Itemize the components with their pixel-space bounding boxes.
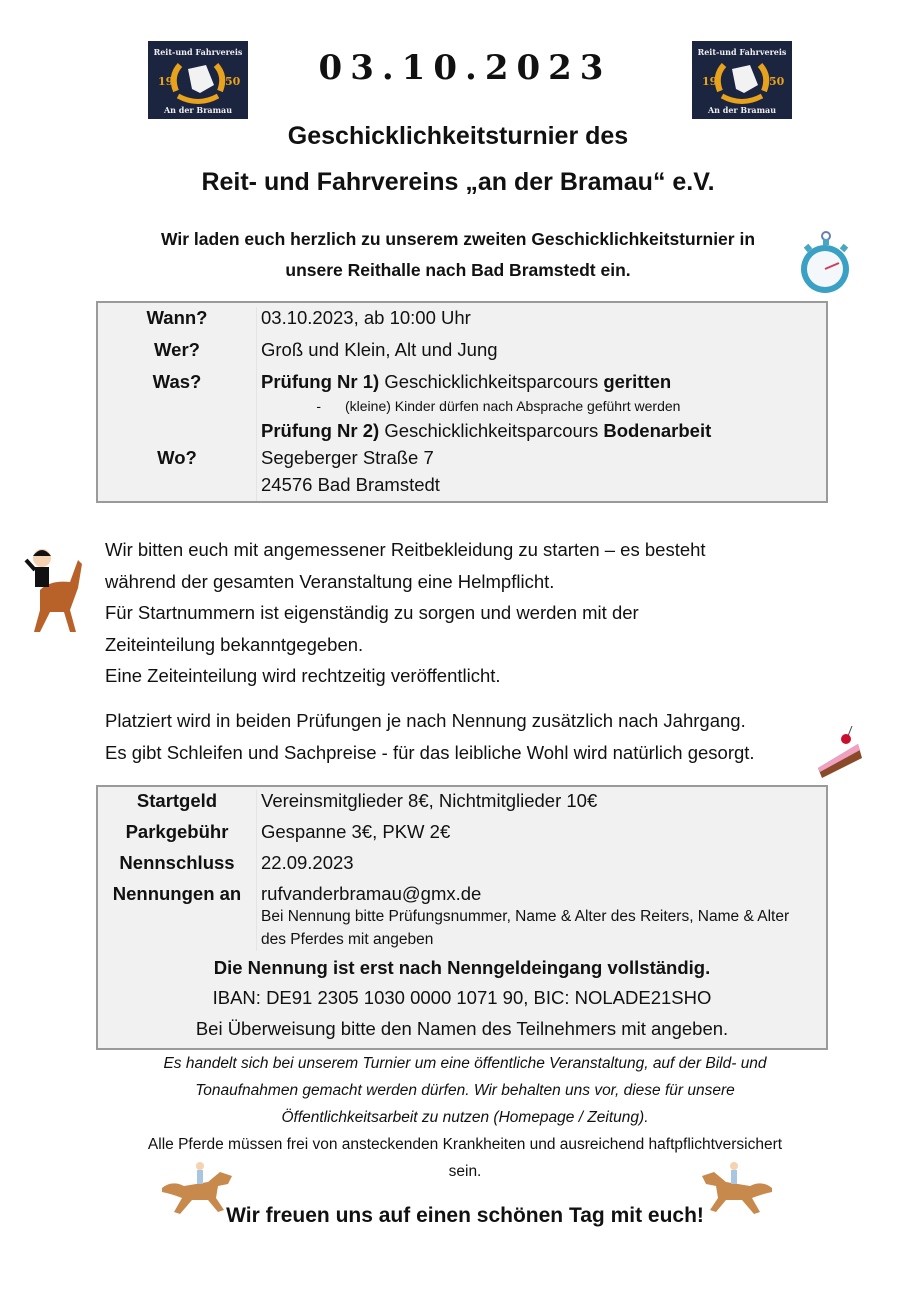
- wer-value: Groß und Klein, Alt und Jung: [257, 339, 827, 371]
- fees-row-nennungen: [98, 883, 826, 951]
- fees-row-transfer: [98, 1014, 826, 1045]
- transfer-note: Bei Überweisung bitte den Namen des Teilnehmers mit angeben.: [195, 1018, 729, 1039]
- info-row-was: [98, 371, 826, 398]
- disclaimer-text: [100, 1050, 830, 1131]
- health-line1: Alle Pferde müssen frei von ansteckenden Krankheiten und ausreichend haftpflichtversichert: [147, 1136, 783, 1153]
- rules-line3: Für Startnummern ist eigenständig zu sorgen und werden mit der: [105, 602, 639, 623]
- pruefung2-type: Bodenarbeit: [603, 420, 712, 441]
- nennschluss-value: 22.09.2023: [257, 852, 827, 883]
- wo-city: 24576 Bad Bramstedt: [257, 474, 827, 501]
- pruefung1-text: Geschicklichkeitsparcours: [379, 371, 604, 392]
- park-value: Gespanne 3€, PKW 2€: [257, 821, 827, 852]
- nennungen-cell: [257, 883, 827, 951]
- info-row-pruefung2: [98, 420, 826, 447]
- complete-note: Die Nennung ist erst nach Nenngeldeingang vollständig.: [213, 957, 711, 978]
- wann-label: Wann?: [146, 307, 208, 328]
- svg-text:19: 19: [158, 75, 174, 88]
- svg-text:An der Bramau: An der Bramau: [163, 105, 233, 115]
- rules-line4: Zeiteinteilung bekanntgegeben.: [105, 633, 364, 655]
- startgeld-label: Startgeld: [136, 790, 218, 811]
- health-line2: sein.: [448, 1163, 482, 1180]
- nennungen-label: Nennungen an: [112, 883, 242, 904]
- pruefung2: [257, 420, 827, 447]
- closing-text: Wir freuen uns auf einen schönen Tag mit euch!: [226, 1204, 704, 1227]
- bank-details: IBAN: DE91 2305 1030 0000 1071 90, BIC: NOLADE21SHO: [212, 987, 712, 1008]
- event-date: 03.10.2023: [318, 48, 612, 88]
- pruefung1-note: [257, 398, 827, 420]
- svg-text:Reit-und Fahrvereis: Reit-und Fahrvereis: [153, 47, 243, 57]
- club-logo-left: [148, 41, 248, 119]
- child-rider-icon: [20, 540, 86, 636]
- disclaimer-line2: Tonaufnahmen gemacht werden dürfen. Wir behalten uns vor, diese für unsere: [195, 1082, 735, 1099]
- svg-text:50: 50: [769, 75, 785, 88]
- cake-icon: [814, 724, 866, 782]
- intro-text: [100, 224, 816, 286]
- rules-line2: während der gesamten Veranstaltung eine Helmpflicht.: [105, 570, 555, 592]
- wann-value: 03.10.2023, ab 10:00 Uhr: [257, 307, 827, 339]
- pruefung1: [257, 371, 827, 398]
- rules-line5: Eine Zeiteinteilung wird rechtzeitig veröffentlicht.: [105, 665, 501, 686]
- fees-row-nennschluss: [98, 852, 826, 883]
- pruefung1-number: Prüfung Nr 1): [261, 371, 380, 392]
- rules-line1: Wir bitten euch mit angemessener Reitbekleidung zu starten – es besteht: [105, 539, 706, 560]
- pruefung1-type: geritten: [603, 371, 672, 392]
- stopwatch-icon: [797, 231, 853, 295]
- svg-text:An der Bramau: An der Bramau: [707, 105, 777, 115]
- page-title-line2: Reit- und Fahrvereins „an der Bramau“ e.V.: [201, 168, 715, 196]
- fees-row-park: [98, 821, 826, 852]
- note-dash: -: [316, 398, 321, 414]
- prizes-text: [105, 705, 835, 768]
- info-row-wer: [98, 339, 826, 371]
- intro-line2: unsere Reithalle nach Bad Bramstedt ein.: [285, 260, 631, 280]
- wer-label: Wer?: [154, 339, 200, 360]
- startgeld-value: Vereinsmitglieder 8€, Nichtmitglieder 10€: [257, 790, 827, 821]
- club-logo-icon: [148, 41, 248, 119]
- svg-text:Reit-und Fahrvereis: Reit-und Fahrvereis: [697, 47, 787, 57]
- club-logo-icon: [692, 41, 792, 119]
- wo-street: Segeberger Straße 7: [257, 447, 827, 474]
- rules-text: [105, 534, 825, 692]
- fees-row-bank: [98, 983, 826, 1014]
- was-label: Was?: [152, 371, 202, 392]
- fees-row-startgeld: [98, 790, 826, 821]
- nennungen-email[interactable]: rufvanderbramau@gmx.de: [261, 883, 482, 904]
- pruefung2-number: Prüfung Nr 2): [261, 420, 380, 441]
- info-row-wann: [98, 307, 826, 339]
- prizes-line1: Platziert wird in beiden Prüfungen je nach Nennung zusätzlich nach Jahrgang.: [105, 710, 746, 731]
- disclaimer-line3: Öffentlichkeitsarbeit zu nutzen (Homepage / Zeitung).: [281, 1109, 649, 1126]
- nennungen-note: Bei Nennung bitte Prüfungsnummer, Name & Alter des Reiters, Name & Alter des Pferdes mit angeben: [261, 908, 790, 948]
- svg-text:19: 19: [702, 75, 718, 88]
- svg-text:50: 50: [225, 75, 241, 88]
- page-title-line1: Geschicklichkeitsturnier des: [287, 122, 629, 150]
- info-row-city: [98, 474, 826, 501]
- fees-box: [96, 785, 828, 1050]
- nennschluss-label: Nennschluss: [119, 852, 235, 873]
- pruefung2-text: Geschicklichkeitsparcours: [379, 420, 604, 441]
- park-label: Parkgebühr: [125, 821, 229, 842]
- club-logo-right: [692, 41, 792, 119]
- note-text: (kleine) Kinder dürfen nach Absprache geführt werden: [345, 398, 681, 414]
- info-row-note: [98, 398, 826, 420]
- info-row-wo: [98, 447, 826, 474]
- disclaimer-line1: Es handelt sich bei unserem Turnier um eine öffentliche Veranstaltung, auf der Bild- und: [163, 1055, 767, 1072]
- wo-label: Wo?: [157, 447, 197, 468]
- event-info-box: [96, 301, 828, 503]
- fees-row-complete: [98, 951, 826, 983]
- prizes-line2: Es gibt Schleifen und Sachpreise - für das leibliche Wohl wird natürlich gesorgt.: [105, 741, 755, 763]
- intro-line1: Wir laden euch herzlich zu unserem zweiten Geschicklichkeitsturnier in: [160, 229, 756, 249]
